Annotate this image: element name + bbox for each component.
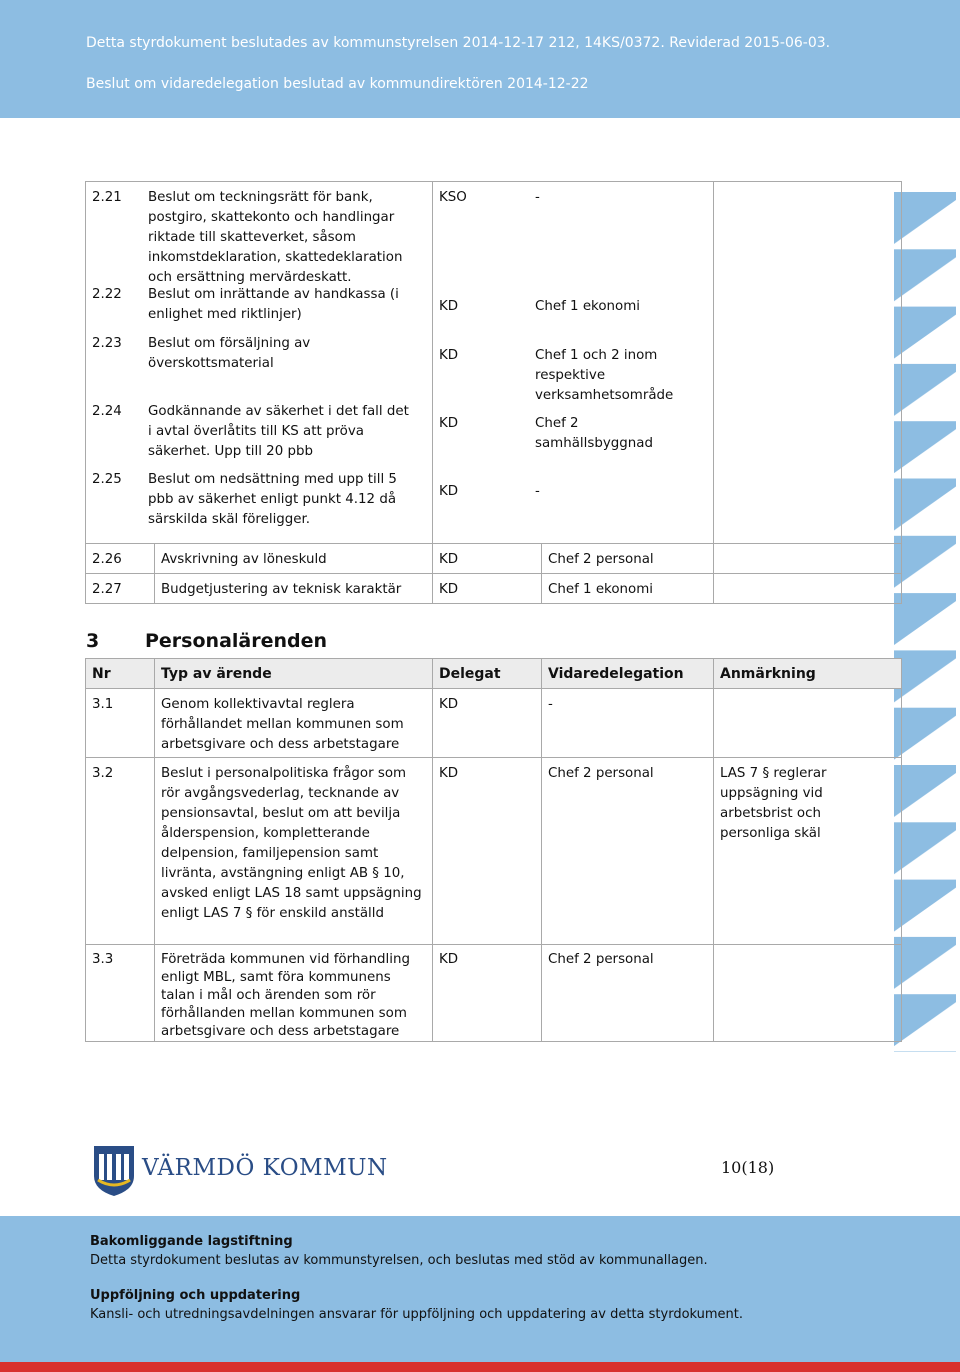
- table-row: [86, 945, 902, 1042]
- header-banner: [0, 0, 960, 118]
- footer-banner: [0, 1216, 960, 1362]
- row-nr: 3.2: [92, 766, 114, 781]
- row-typ: Företräda kommunen vid förhandling enligt MBL, samt föra kommunens talan i mål och ärenden som rör förhållanden mellan kommunen som arbetsgivare och dess arbetstagare: [161, 952, 410, 1039]
- row-vidare: Chef 2 samhällsbyggnad: [535, 416, 653, 451]
- section-number: 3: [86, 630, 100, 652]
- row-typ: Budgetjustering av teknisk karaktär: [161, 582, 402, 597]
- row-vidare: Chef 1 ekonomi: [535, 299, 640, 314]
- header-decision-line: Detta styrdokument beslutades av kommunstyrelsen 2014-12-17 212, 14KS/0372. Reviderad 2015-06-03.: [86, 35, 831, 51]
- section-title: Personalärenden: [145, 630, 328, 652]
- row-nr: 2.22: [92, 287, 122, 302]
- row-delegat: KD: [439, 348, 459, 363]
- municipality-coat-of-arms-icon: [94, 1146, 134, 1196]
- row-delegat: KD: [439, 697, 459, 712]
- row-nr: 2.26: [92, 552, 122, 567]
- row-delegat: KD: [439, 582, 459, 597]
- table-row: [86, 758, 902, 945]
- column-header-nr: Nr: [92, 666, 111, 682]
- row-delegat: KD: [439, 299, 459, 314]
- row-typ: Beslut om försäljning av överskottsmaterial: [148, 336, 311, 371]
- row-vidare: Chef 1 ekonomi: [548, 582, 653, 597]
- footer-text-followup: Kansli- och utredningsavdelningen ansvarar för uppföljning och uppdatering av detta styrdokument.: [90, 1307, 744, 1322]
- row-nr: 2.23: [92, 336, 122, 351]
- row-nr: 3.3: [92, 952, 114, 967]
- row-delegat: KD: [439, 484, 459, 499]
- personnel-table: [85, 658, 902, 1042]
- row-nr: 2.25: [92, 472, 122, 487]
- footer-text-legislation: Detta styrdokument beslutas av kommunstyrelsen, och beslutas med stöd av kommunallagen.: [90, 1253, 708, 1268]
- table-row: [86, 689, 902, 758]
- row-typ: Beslut om teckningsrätt för bank, postgiro, skattekonto och handlingar riktade till skatteverket, såsom inkomstdeklaration, skattedeklaration och ersättning mervärdeskatt.: [148, 190, 403, 285]
- row-typ: Godkännande av säkerhet i det fall det i avtal överlåtits till KS att pröva säkerhet. Upp till 20 pbb: [148, 404, 409, 459]
- row-vidare: Chef 2 personal: [548, 766, 654, 781]
- table-row: [86, 544, 902, 574]
- column-header-anm: Anmärkning: [720, 666, 816, 682]
- row-nr: 3.1: [92, 697, 114, 712]
- row-delegat: KD: [439, 952, 459, 967]
- group-cell-delegat-vidare: [433, 182, 714, 544]
- row-anm: [714, 182, 902, 544]
- footer-heading-followup: Uppföljning och uppdatering: [90, 1288, 301, 1303]
- decorative-stripes: [894, 192, 956, 1052]
- row-vidare: -: [548, 697, 553, 712]
- row-vidare: -: [535, 190, 540, 205]
- row-anm: [714, 544, 901, 573]
- column-header-typ: Typ av ärende: [161, 666, 272, 682]
- header-delegation-line: Beslut om vidaredelegation beslutad av kommundirektören 2014-12-22: [86, 76, 589, 92]
- row-vidare: -: [535, 484, 540, 499]
- group-cell-nr-typ: [86, 182, 433, 544]
- row-typ: Beslut i personalpolitiska frågor som rör avgångsvederlag, tecknande av pensionsavtal, beslut om att bevilja ålderspension, kompletterande delpension, familjepension samt livränta, avstängning enligt AB § 10, avsked enligt LAS 18 samt uppsägning enligt LAS 7 § för enskild anställd: [161, 766, 422, 921]
- row-anm: [714, 945, 901, 1041]
- row-delegat: KD: [439, 552, 459, 567]
- table-header-row: [86, 659, 902, 689]
- row-nr: 2.24: [92, 404, 122, 419]
- row-nr: 2.27: [92, 582, 122, 597]
- page-number: 10(18): [721, 1158, 775, 1177]
- delegation-table-2: [85, 181, 902, 604]
- row-nr: 2.21: [92, 190, 122, 205]
- row-vidare: Chef 2 personal: [548, 552, 654, 567]
- row-anm: [714, 689, 901, 757]
- row-anm: LAS 7 § reglerar uppsägning vid arbetsbrist och personliga skäl: [720, 766, 827, 841]
- row-vidare: Chef 2 personal: [548, 952, 654, 967]
- row-typ: Beslut om nedsättning med upp till 5 pbb av säkerhet enligt punkt 4.12 då särskilda skäl föreligger.: [148, 472, 397, 527]
- row-delegat: KD: [439, 766, 459, 781]
- section-heading: [86, 630, 327, 652]
- column-header-delegat: Delegat: [439, 666, 501, 682]
- logo-wordmark: VÄRMDÖ KOMMUN: [142, 1155, 388, 1181]
- row-typ: Genom kollektivavtal reglera förhållandet mellan kommunen som arbetsgivare och dess arbetstagare: [161, 697, 404, 752]
- table-row: [86, 574, 902, 604]
- row-delegat: KD: [439, 416, 459, 431]
- row-delegat: KSO: [439, 190, 467, 205]
- row-anm: [714, 574, 901, 603]
- row-vidare: Chef 1 och 2 inom respektive verksamhetsområde: [535, 348, 674, 403]
- footer-accent-bar: [0, 1362, 960, 1372]
- row-typ: Beslut om inrättande av handkassa (i enlighet med riktlinjer): [148, 287, 399, 322]
- column-header-vidare: Vidaredelegation: [548, 666, 684, 682]
- footer-heading-legislation: Bakomliggande lagstiftning: [90, 1234, 293, 1249]
- row-typ: Avskrivning av löneskuld: [161, 552, 327, 567]
